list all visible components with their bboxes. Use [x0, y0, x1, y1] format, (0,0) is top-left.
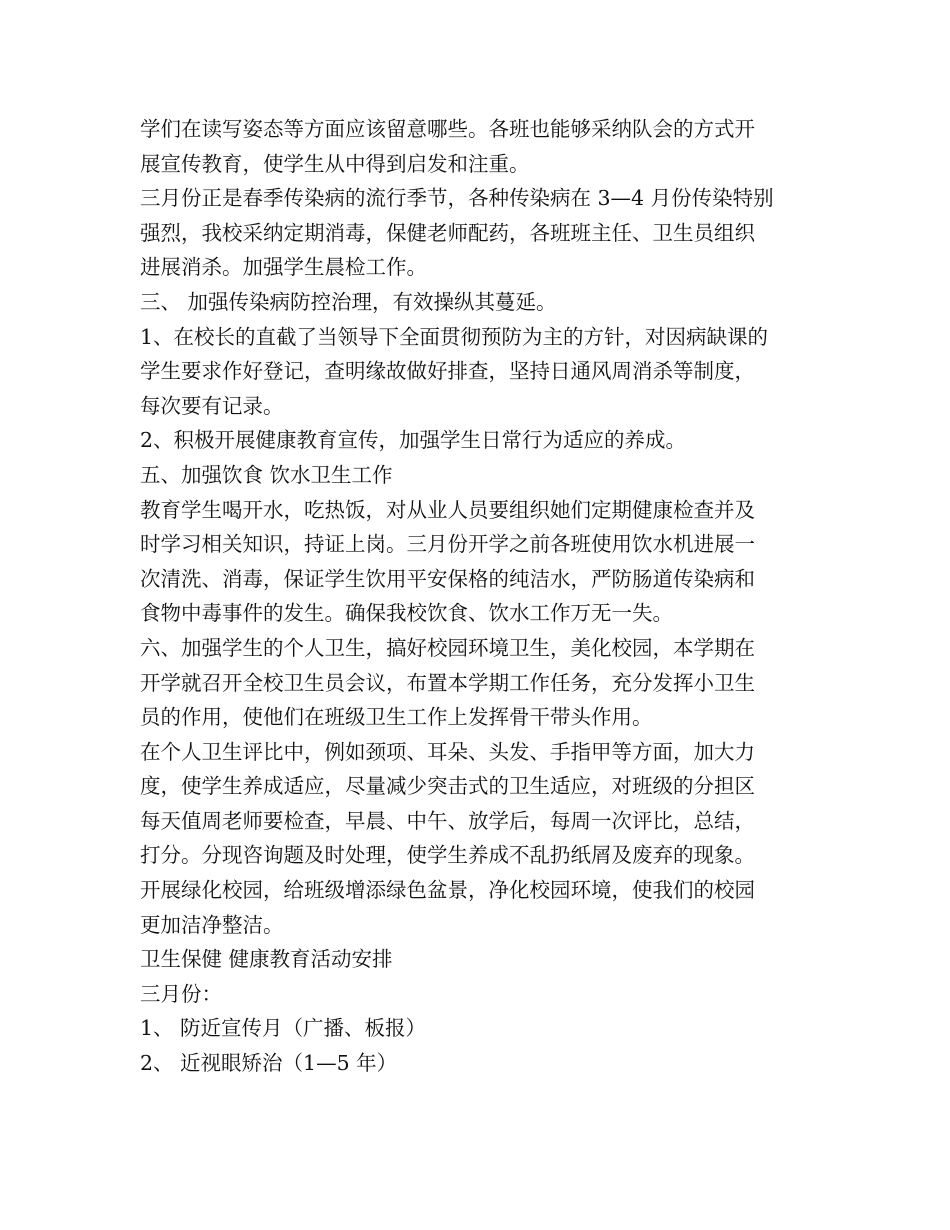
- text-line: 每次要有记录。: [140, 393, 284, 418]
- section-heading: 三、 加强传染病防控治理，有效操纵其蔓延。: [140, 289, 557, 314]
- text-line: 教育学生喝开水，吃热饭，对从业人员要组织她们定期健康检查并及: [140, 497, 755, 522]
- text-line: 开学就召开全校卫生员会议，布置本学期工作任务，充分发挥小卫生: [140, 670, 755, 695]
- text-line: 1、在校长的直截了当领导下全面贯彻预防为主的方针，对因病缺课的: [140, 324, 769, 349]
- text-line: 食物中毒事件的发生。确保我校饮食、饮水工作万无一失。: [140, 601, 673, 626]
- text-line: 员的作用，使他们在班级卫生工作上发挥骨干带头作用。: [140, 705, 653, 730]
- text-line: 时学习相关知识，持证上岗。三月份开学之前各班使用饮水机进展一: [140, 532, 755, 557]
- text-line: 每天值周老师要检查，早晨、中午、放学后，每周一次评比，总结，: [140, 808, 755, 833]
- text-line: 三月份正是春季传染病的流行季节，各种传染病在 3—4 月份传染特别: [140, 186, 774, 211]
- text-line: 学生要求作好登记，查明缘故做好排查，坚持日通风周消杀等制度，: [140, 359, 755, 384]
- section-heading: 卫生保健 健康教育活动安排: [140, 947, 393, 972]
- text-line: 学们在读写姿态等方面应该留意哪些。各班也能够采纳队会的方式开: [140, 117, 755, 141]
- section-heading: 五、加强饮食 饮水卫生工作: [140, 462, 393, 487]
- document-body: [140, 112, 820, 1081]
- text-line: 更加洁净整洁。: [140, 912, 284, 937]
- text-line: 开展绿化校园，给班级增添绿色盆景，净化校园环境，使我们的校园: [140, 878, 755, 903]
- list-item: 2、 近视眼矫治（1—5 年）: [140, 1051, 398, 1076]
- text-line: 强烈，我校采纳定期消毒，保健老师配药，各班班主任、卫生员组织: [140, 220, 755, 245]
- text-line: 打分。分现咨询题及时处理，使学生养成不乱扔纸屑及废弃的现象。: [140, 843, 755, 868]
- text-line: 次清洗、消毒，保证学生饮用平安保格的纯洁水，严防肠道传染病和: [140, 566, 755, 591]
- text-line: 2、积极开展健康教育宣传，加强学生日常行为适应的养成。: [140, 428, 687, 453]
- text-line: 在个人卫生评比中，例如颈项、耳朵、头发、手指甲等方面，加大力: [140, 739, 755, 764]
- text-line: 度，使学生养成适应，尽量减少突击式的卫生适应，对班级的分担区: [140, 774, 755, 799]
- list-item: 1、 防近宣传月（广播、板报）: [140, 1016, 427, 1041]
- text-line: 展宣传教育，使学生从中得到启发和注重。: [140, 151, 530, 176]
- text-line: 进展消杀。加强学生晨检工作。: [140, 255, 427, 280]
- text-line: 三月份：: [140, 981, 222, 1006]
- section-heading: 六、加强学生的个人卫生，搞好校园环境卫生，美化校园，本学期在: [140, 635, 755, 660]
